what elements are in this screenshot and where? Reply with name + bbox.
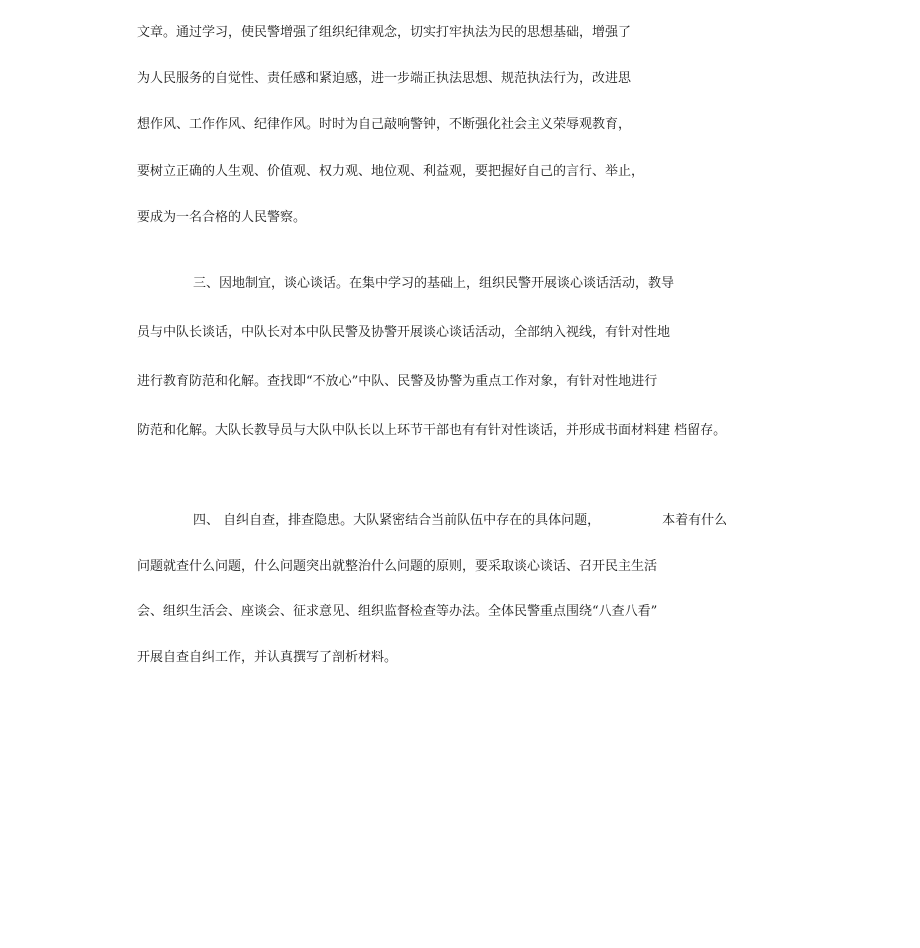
paragraph-2-line-3: 进行教育防范和化解。查找即“不放心”中队、民警及协警为重点工作对象，有针对性地进行 bbox=[137, 374, 658, 389]
paragraph-3-line-3: 会、组织生活会、座谈会、征求意见、组织监督检查等办法。全体民警重点围绕“八查八看” bbox=[137, 604, 658, 619]
paragraph-3-line-1-part-1: 四、 自纠自查，排查隐患。大队紧密结合当前队伍中存在的具体问题， bbox=[193, 513, 601, 528]
paragraph-1-line-3: 想作风、工作作风、纪律作风。时时为自己敲响警钟，不断强化社会主义荣辱观教育， bbox=[137, 117, 632, 132]
paragraph-1-line-5: 要成为一名合格的人民警察。 bbox=[137, 210, 307, 225]
paragraph-2-line-1: 三、因地制宜，谈心谈话。在集中学习的基础上，组织民警开展谈心谈话活动，教导 bbox=[193, 276, 675, 291]
paragraph-3-line-4: 开展自查自纠工作，并认真撰写了剖析材料。 bbox=[137, 650, 398, 665]
paragraph-2-line-2: 员与中队长谈话，中队长对本中队民警及协警开展谈心谈话活动，全部纳入视线，有针对性地 bbox=[137, 325, 671, 340]
paragraph-1-line-4: 要树立正确的人生观、价值观、权力观、地位观、利益观，要把握好自己的言行、举止， bbox=[137, 164, 645, 179]
paragraph-3-line-1 bbox=[193, 513, 727, 529]
paragraph-3-line-1-part-2: 本着有什么 bbox=[662, 513, 728, 528]
paragraph-3-line-2: 问题就查什么问题，什么问题突出就整治什么问题的原则，要采取谈心谈话、召开民主生活 bbox=[137, 559, 658, 574]
paragraph-2-line-4: 防范和化解。大队长教导员与大队中队长以上环节干部也有有针对性谈话，并形成书面材料建 档留存。 bbox=[137, 423, 727, 438]
paragraph-1-line-2: 为人民服务的自觉性、责任感和紧迫感，进一步端正执法思想、规范执法行为，改进思 bbox=[137, 71, 632, 86]
paragraph-1-line-1: 文章。通过学习，使民警增强了组织纪律观念，切实打牢执法为民的思想基础，增强了 bbox=[137, 25, 632, 40]
